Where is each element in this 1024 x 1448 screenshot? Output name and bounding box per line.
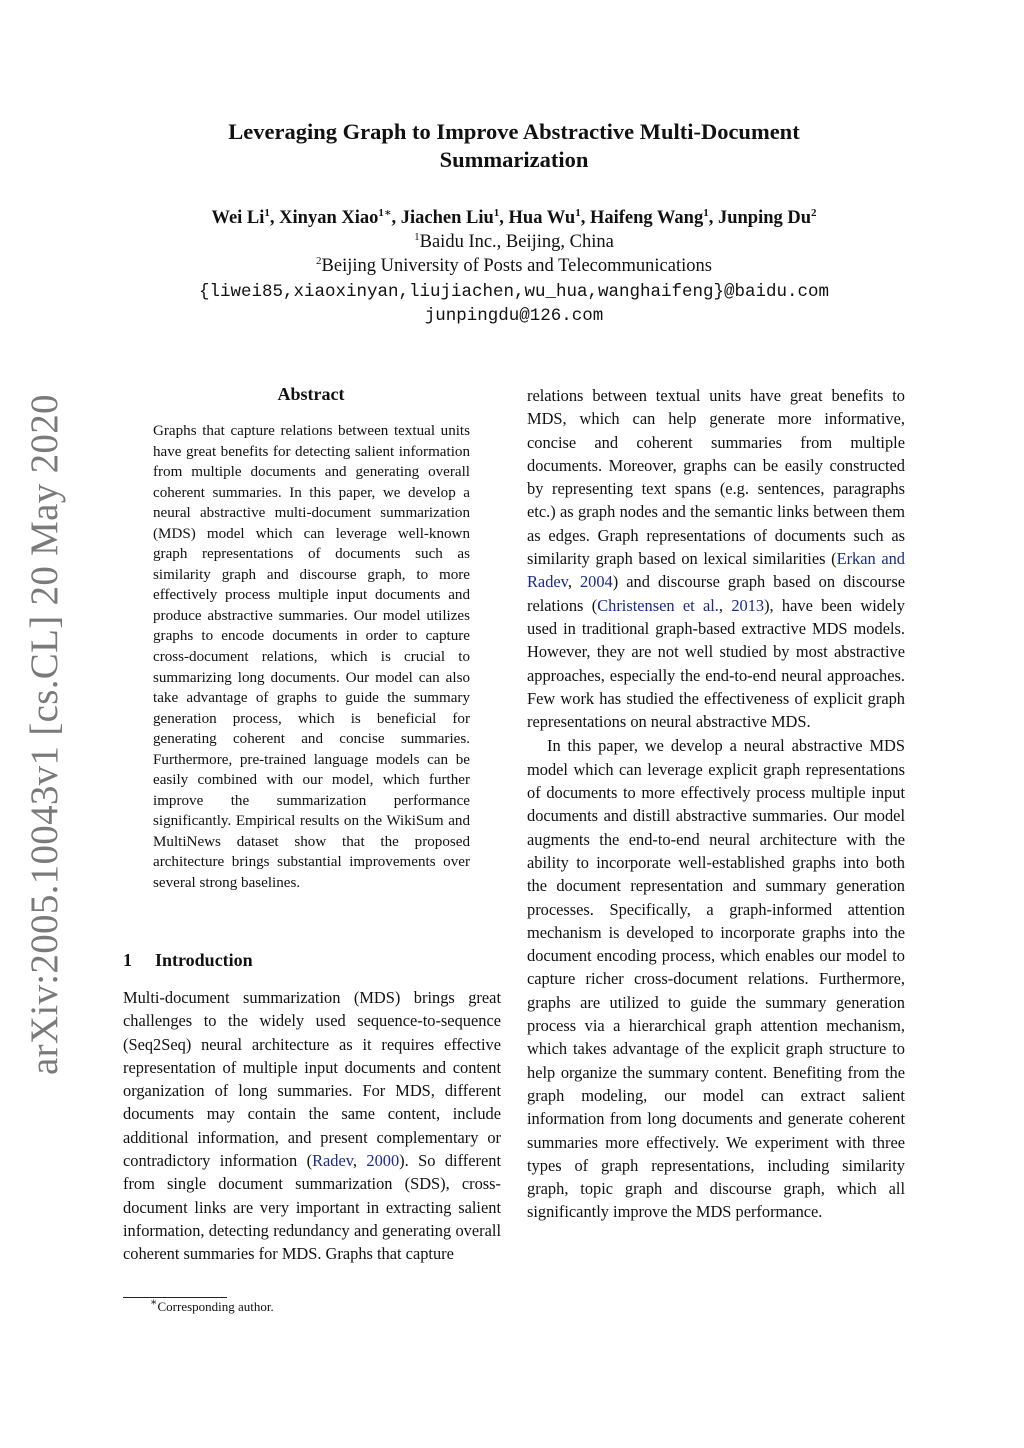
intro-paragraph-1 (123, 986, 501, 1266)
citation-link[interactable]: Erkan and Radev (527, 549, 906, 592)
author-name: Wei Li (211, 208, 265, 228)
author-email-secondary: junpingdu@126.com (424, 306, 604, 326)
left-column-body (123, 986, 501, 1266)
paragraph-text: ), have been widely used in traditional graph-based extractive MDS models. However, they are not well studied by most abstractive approaches, especially the end-to-end neural approaches. Few work has studied the effectiveness of explicit graph representations on neural abstractive MDS. (527, 595, 906, 732)
paragraph-text: Multi-document summarization (MDS) brings great challenges to the widely used sequence-to-sequence (Seq2Seq) neural architecture as it requires effective representation of multiple input documents and content organization of long summaries. For MDS, different documents may contain the same content, include additional information, and present complementary or contradictory information ( (123, 988, 501, 1171)
footnote-mark: ∗ (150, 1296, 158, 1309)
citation-link[interactable]: Radev (312, 1151, 353, 1171)
author-name: , Xinyan Xiao (269, 208, 379, 228)
author-affiliation-mark: 2 (811, 206, 817, 219)
intro-paragraph-2: In this paper, we develop a neural abstractive MDS model which can leverage explicit graph representations of documents to more effectively process multiple input documents and distill abstractive summaries. Our model augments the end-to-end neural architecture with the ability to incorporate well-established graphs into both the document representation and summary generation processes. Specifically, a graph-informed attention mechanism is developed to incorporate graphs into the document encoding process, which enables our model to capture richer cross-document relations. Furthermore, graphs are utilized to guide the summary generation process via a hierarchical graph attention mechanism, which takes advantage of the explicit graph structure to help organize the summary content. Benefiting from the graph modeling, our model can extract salient information from long documents and generate coherent summaries more effectively. We experiment with three types of graph representations, including similarity graph, topic graph and discourse graph, which all significantly improve the MDS performance. (527, 736, 905, 1222)
affiliation-1 (120, 230, 908, 254)
arxiv-identifier: arXiv:2005.10043v1 [cs.CL] 20 May 2020 (23, 394, 66, 1075)
abstract-body: Graphs that capture relations between textual units have great benefits for detecting salient information from multiple documents and generating overall coherent summaries. In this paper, we develop a neural abstractive multi-document summarization (MDS) model which can leverage well-known graph representations of documents such as similarity graph and discourse graph, to more effectively process multiple input documents and produce abstractive summaries. Our model utilizes graphs to encode documents in order to capture cross-document relations, which is crucial to summarizing long documents. Our model can also take advantage of graphs to guide the summary generation process, which is beneficial for generating coherent and concise summaries. Furthermore, pre-trained language models can be easily combined with our model, which further improve the summarization performance significantly. Empirical results on the WikiSum and MultiNews dataset show that the proposed architecture brings substantial improvements over several strong baselines. (153, 423, 470, 892)
footnote-text: Corresponding author. (157, 1299, 274, 1314)
footnote-divider (123, 1297, 227, 1298)
footnote (150, 1296, 274, 1315)
author-name: , Haifeng Wang (580, 208, 704, 228)
citation-separator: , (352, 1151, 367, 1171)
author-affiliation-mark: 1 (493, 206, 500, 219)
section-title: Introduction (155, 950, 253, 970)
author-affiliation-mark: 1 (378, 206, 384, 219)
citation-year-link[interactable]: 2000 (366, 1151, 400, 1171)
affiliation-mark: 1 (414, 230, 420, 243)
section-number: 1 (123, 950, 132, 970)
intro-paragraph-1-continued (527, 384, 905, 733)
paragraph-text: relations between textual units have great benefits to MDS, which can help generate more informative, concise and coherent summaries from multiple documents. Moreover, graphs can be easily constructed by representing text spans (e.g. sentences, paragraphs etc.) as graph nodes and the semantic links between them as edges. Graph representations of documents such as similarity graph based on lexical similarities ( (527, 386, 905, 569)
author-affiliation-mark: 1 (703, 206, 709, 219)
paper-title (120, 118, 908, 174)
author-emails: {liwei85,xiaoxinyan,liujiachen,wu_hua,wanghaifeng}@baidu.com (198, 282, 830, 302)
citation-link[interactable]: Christensen et al. (597, 595, 719, 615)
citation-year-link[interactable]: 2013 (731, 595, 765, 615)
abstract-heading: Abstract (277, 384, 345, 404)
citation-separator: , (718, 595, 732, 615)
right-column-body (527, 384, 905, 1224)
corresponding-author-mark: ∗ (383, 206, 392, 219)
author-list (120, 206, 908, 230)
citation-separator: , (567, 572, 580, 592)
author-name: , Junping Du (708, 208, 812, 228)
author-affiliation-mark: 1 (264, 206, 270, 219)
title-line-1: Leveraging Graph to Improve Abstractive Multi-Document (228, 119, 800, 144)
affiliation-text: Baidu Inc., Beijing, China (419, 232, 614, 252)
title-line-2: Summarization (439, 147, 589, 172)
author-name: , Hua Wu (499, 208, 576, 228)
affiliation-text: Beijing University of Posts and Telecommunications (321, 256, 712, 276)
citation-year-link[interactable]: 2004 (579, 572, 613, 592)
affiliation-mark: 2 (316, 254, 322, 267)
section-heading-introduction (123, 950, 253, 971)
author-name: , Jiachen Liu (391, 208, 494, 228)
affiliation-2 (120, 254, 908, 278)
author-affiliation-mark: 1 (575, 206, 581, 219)
paragraph-text: ) and discourse graph based on discourse relations ( (527, 572, 905, 615)
paragraph-text: ). So different from single document summarization (SDS), cross-document links are very important in extracting salient information, detecting redundancy and generating overall coherent summaries for MDS. Graphs that capture (123, 1151, 501, 1264)
